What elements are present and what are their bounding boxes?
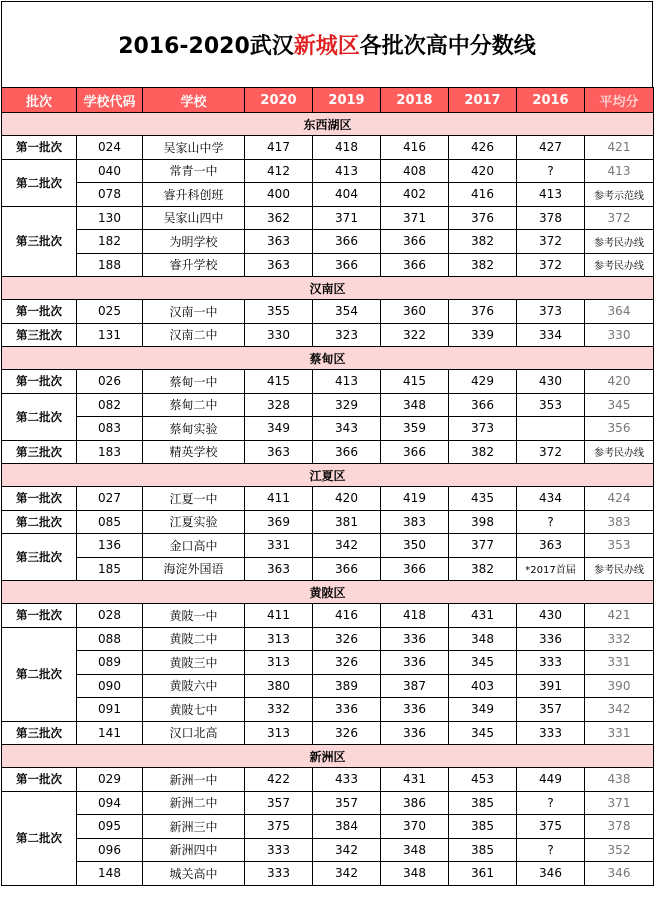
score-2020: 369 [245,510,313,534]
school-code: 088 [77,627,143,651]
score-2019: 381 [313,510,381,534]
score-average: 参考民办线 [585,253,654,277]
header-batch: 批次 [2,88,77,113]
score-2020: 313 [245,721,313,745]
score-2019: 389 [313,674,381,698]
score-2018: 322 [381,323,449,347]
score-2020: 363 [245,230,313,254]
score-2017: 403 [449,674,517,698]
score-2017: 345 [449,651,517,675]
score-2017: 382 [449,230,517,254]
score-2018: 348 [381,393,449,417]
school-name: 黄陂一中 [143,604,245,628]
batch-label: 第一批次 [2,604,77,628]
school-name: 江夏实验 [143,510,245,534]
score-2019: 357 [313,791,381,815]
score-2020: 328 [245,393,313,417]
batch-label: 第一批次 [2,370,77,394]
school-code: 024 [77,136,143,160]
school-name: 蔡甸二中 [143,393,245,417]
score-2020: 363 [245,440,313,464]
score-2019: 384 [313,815,381,839]
school-name: 汉口北高 [143,721,245,745]
score-2018: 348 [381,838,449,862]
score-average: 364 [585,300,654,324]
school-code: 182 [77,230,143,254]
school-code: 083 [77,417,143,441]
district-name: 蔡甸区 [2,347,654,370]
school-name: 蔡甸实验 [143,417,245,441]
table-row [2,627,654,651]
table-row [2,534,654,558]
school-name: 吴家山中学 [143,136,245,160]
score-2016: 333 [517,651,585,675]
school-code: 078 [77,183,143,207]
score-2019: 366 [313,253,381,277]
score-2017: 361 [449,862,517,886]
score-2019: 404 [313,183,381,207]
school-code: 131 [77,323,143,347]
score-2017: 429 [449,370,517,394]
header-row [2,88,654,113]
table-row [2,300,654,324]
score-2016: ? [517,838,585,862]
score-2018: 415 [381,370,449,394]
page-title [1,1,653,87]
score-2020: 411 [245,487,313,511]
score-2016: ? [517,791,585,815]
score-2018: 359 [381,417,449,441]
table-row [2,323,654,347]
score-2016: 430 [517,604,585,628]
school-name: 新洲三中 [143,815,245,839]
score-2017: 420 [449,159,517,183]
score-2019: 433 [313,768,381,792]
school-name: 新洲二中 [143,791,245,815]
batch-label: 第三批次 [2,206,77,277]
school-name: 蔡甸一中 [143,370,245,394]
score-2017: 366 [449,393,517,417]
score-average: 参考示范线 [585,183,654,207]
score-2019: 366 [313,557,381,581]
score-2018: 350 [381,534,449,558]
score-2016: 363 [517,534,585,558]
score-2018: 366 [381,230,449,254]
title-prefix: 2016-2020武汉 [118,34,294,59]
score-2020: 380 [245,674,313,698]
header-code: 学校代码 [77,88,143,113]
table-row [2,862,654,886]
batch-label: 第一批次 [2,487,77,511]
district-row [2,347,654,370]
school-code: 094 [77,791,143,815]
school-code: 090 [77,674,143,698]
table-row [2,417,654,441]
score-2017: 339 [449,323,517,347]
table-row [2,651,654,675]
score-2018: 370 [381,815,449,839]
score-2018: 336 [381,698,449,722]
score-2017: 385 [449,815,517,839]
score-average: 413 [585,159,654,183]
table-row [2,791,654,815]
table-row [2,838,654,862]
school-name: 睿升科创班 [143,183,245,207]
score-2019: 413 [313,159,381,183]
score-2017: 376 [449,206,517,230]
score-2020: 363 [245,557,313,581]
score-average: 383 [585,510,654,534]
score-2017: 398 [449,510,517,534]
table-row [2,815,654,839]
school-code: 085 [77,510,143,534]
score-2019: 366 [313,230,381,254]
score-2020: 415 [245,370,313,394]
score-2017: 382 [449,440,517,464]
score-2019: 416 [313,604,381,628]
score-2016: 357 [517,698,585,722]
score-2019: 342 [313,534,381,558]
score-average: 331 [585,651,654,675]
score-2019: 326 [313,627,381,651]
score-2019: 418 [313,136,381,160]
title-suffix: 各批次高中分数线 [359,34,536,59]
score-2020: 332 [245,698,313,722]
score-2020: 349 [245,417,313,441]
batch-label: 第二批次 [2,159,77,206]
table-row [2,253,654,277]
score-average: 346 [585,862,654,886]
score-2017: 348 [449,627,517,651]
score-2016: 391 [517,674,585,698]
header-average: 平均分 [585,88,654,113]
score-2019: 336 [313,698,381,722]
page [1,1,653,902]
score-2020: 412 [245,159,313,183]
table-row [2,674,654,698]
score-2020: 333 [245,862,313,886]
school-code: 136 [77,534,143,558]
score-2017: 349 [449,698,517,722]
score-2018: 366 [381,557,449,581]
score-2019: 413 [313,370,381,394]
score-average: 参考民办线 [585,230,654,254]
table-row [2,393,654,417]
school-code: 026 [77,370,143,394]
school-code: 089 [77,651,143,675]
school-name: 精英学校 [143,440,245,464]
header-2017: 2017 [449,88,517,113]
score-2020: 362 [245,206,313,230]
table-row [2,698,654,722]
score-2020: 375 [245,815,313,839]
score-2020: 355 [245,300,313,324]
score-average: 390 [585,674,654,698]
score-average: 331 [585,721,654,745]
school-code: 095 [77,815,143,839]
table-row [2,721,654,745]
header-2018: 2018 [381,88,449,113]
score-2017: 426 [449,136,517,160]
score-2016: ? [517,510,585,534]
title-highlight: 新城区 [293,34,360,59]
score-2016: 372 [517,440,585,464]
score-2019: 326 [313,651,381,675]
district-row [2,581,654,604]
school-code: 028 [77,604,143,628]
district-row [2,464,654,487]
score-2016: 434 [517,487,585,511]
score-2018: 366 [381,440,449,464]
school-name: 汉南一中 [143,300,245,324]
table-row [2,159,654,183]
school-name: 江夏一中 [143,487,245,511]
school-name: 黄陂二中 [143,627,245,651]
score-average: 330 [585,323,654,347]
score-2020: 417 [245,136,313,160]
table-row [2,604,654,628]
score-2019: 354 [313,300,381,324]
school-code: 130 [77,206,143,230]
score-2017: 376 [449,300,517,324]
score-average: 424 [585,487,654,511]
score-2020: 313 [245,651,313,675]
score-average: 参考民办线 [585,440,654,464]
score-2018: 360 [381,300,449,324]
score-average: 356 [585,417,654,441]
score-2020: 422 [245,768,313,792]
score-2016: 427 [517,136,585,160]
score-average: 421 [585,604,654,628]
score-average: 378 [585,815,654,839]
school-name: 黄陂七中 [143,698,245,722]
table-row [2,440,654,464]
score-2016: 449 [517,768,585,792]
score-average: 353 [585,534,654,558]
batch-label: 第三批次 [2,721,77,745]
score-table [1,87,654,886]
table-row [2,487,654,511]
score-2017: 382 [449,253,517,277]
school-code: 082 [77,393,143,417]
score-2019: 323 [313,323,381,347]
school-code: 040 [77,159,143,183]
score-2020: 333 [245,838,313,862]
score-2020: 330 [245,323,313,347]
batch-label: 第三批次 [2,323,77,347]
school-code: 091 [77,698,143,722]
school-code: 141 [77,721,143,745]
score-average: 342 [585,698,654,722]
score-2016: 413 [517,183,585,207]
score-2018: 383 [381,510,449,534]
score-2016: 375 [517,815,585,839]
school-code: 188 [77,253,143,277]
batch-label: 第二批次 [2,791,77,885]
score-2016 [517,417,585,441]
district-name: 东西湖区 [2,113,654,136]
score-2016: *2017首届 [517,557,585,581]
school-code: 183 [77,440,143,464]
table-body [2,113,654,886]
school-name: 新洲四中 [143,838,245,862]
school-name: 黄陂三中 [143,651,245,675]
table-row [2,510,654,534]
batch-label: 第二批次 [2,627,77,721]
header-2016: 2016 [517,88,585,113]
school-name: 城关高中 [143,862,245,886]
school-code: 027 [77,487,143,511]
district-name: 黄陂区 [2,581,654,604]
school-name: 吴家山四中 [143,206,245,230]
header-school: 学校 [143,88,245,113]
score-average: 421 [585,136,654,160]
score-2018: 408 [381,159,449,183]
score-2016: 353 [517,393,585,417]
table-row [2,557,654,581]
school-name: 金口高中 [143,534,245,558]
header-2020: 2020 [245,88,313,113]
score-2020: 411 [245,604,313,628]
school-name: 黄陂六中 [143,674,245,698]
score-2016: 336 [517,627,585,651]
score-2017: 382 [449,557,517,581]
score-2019: 366 [313,440,381,464]
score-2016: 378 [517,206,585,230]
score-2020: 357 [245,791,313,815]
school-name: 睿升学校 [143,253,245,277]
score-average: 420 [585,370,654,394]
score-average: 371 [585,791,654,815]
score-2018: 348 [381,862,449,886]
score-2019: 329 [313,393,381,417]
batch-label: 第三批次 [2,534,77,581]
score-2016: ? [517,159,585,183]
score-2018: 431 [381,768,449,792]
score-2018: 416 [381,136,449,160]
score-2016: 372 [517,230,585,254]
district-row [2,745,654,768]
school-name: 汉南二中 [143,323,245,347]
score-average: 372 [585,206,654,230]
score-2018: 366 [381,253,449,277]
district-row [2,277,654,300]
score-average: 352 [585,838,654,862]
score-2020: 313 [245,627,313,651]
score-2020: 331 [245,534,313,558]
school-code: 185 [77,557,143,581]
score-2018: 419 [381,487,449,511]
score-2017: 431 [449,604,517,628]
score-2017: 385 [449,791,517,815]
score-2016: 334 [517,323,585,347]
table-row [2,136,654,160]
score-2016: 430 [517,370,585,394]
batch-label: 第一批次 [2,768,77,792]
score-2019: 342 [313,838,381,862]
district-row [2,113,654,136]
district-name: 新洲区 [2,745,654,768]
score-2019: 326 [313,721,381,745]
score-average: 345 [585,393,654,417]
score-2017: 377 [449,534,517,558]
score-2018: 336 [381,651,449,675]
school-name: 新洲一中 [143,768,245,792]
score-average: 参考民办线 [585,557,654,581]
score-2019: 342 [313,862,381,886]
header-2019: 2019 [313,88,381,113]
score-2018: 402 [381,183,449,207]
score-2016: 373 [517,300,585,324]
score-2016: 346 [517,862,585,886]
score-2018: 387 [381,674,449,698]
score-average: 332 [585,627,654,651]
score-2018: 418 [381,604,449,628]
score-2020: 400 [245,183,313,207]
score-2019: 420 [313,487,381,511]
school-code: 025 [77,300,143,324]
score-2018: 386 [381,791,449,815]
table-row [2,230,654,254]
score-2019: 343 [313,417,381,441]
school-name: 为明学校 [143,230,245,254]
table-row [2,768,654,792]
score-2017: 435 [449,487,517,511]
score-average: 438 [585,768,654,792]
school-code: 148 [77,862,143,886]
district-name: 汉南区 [2,277,654,300]
table-row [2,206,654,230]
table-row [2,370,654,394]
batch-label: 第三批次 [2,440,77,464]
score-2016: 372 [517,253,585,277]
batch-label: 第二批次 [2,393,77,440]
score-2017: 453 [449,768,517,792]
batch-label: 第一批次 [2,136,77,160]
score-2018: 336 [381,627,449,651]
score-2020: 363 [245,253,313,277]
school-code: 029 [77,768,143,792]
score-2018: 336 [381,721,449,745]
score-2016: 333 [517,721,585,745]
table-row [2,183,654,207]
score-2017: 385 [449,838,517,862]
score-2019: 371 [313,206,381,230]
score-2017: 373 [449,417,517,441]
school-name: 海淀外国语 [143,557,245,581]
district-name: 江夏区 [2,464,654,487]
score-2018: 371 [381,206,449,230]
batch-label: 第一批次 [2,300,77,324]
school-name: 常青一中 [143,159,245,183]
score-2017: 345 [449,721,517,745]
score-2017: 416 [449,183,517,207]
school-code: 096 [77,838,143,862]
batch-label: 第二批次 [2,510,77,534]
